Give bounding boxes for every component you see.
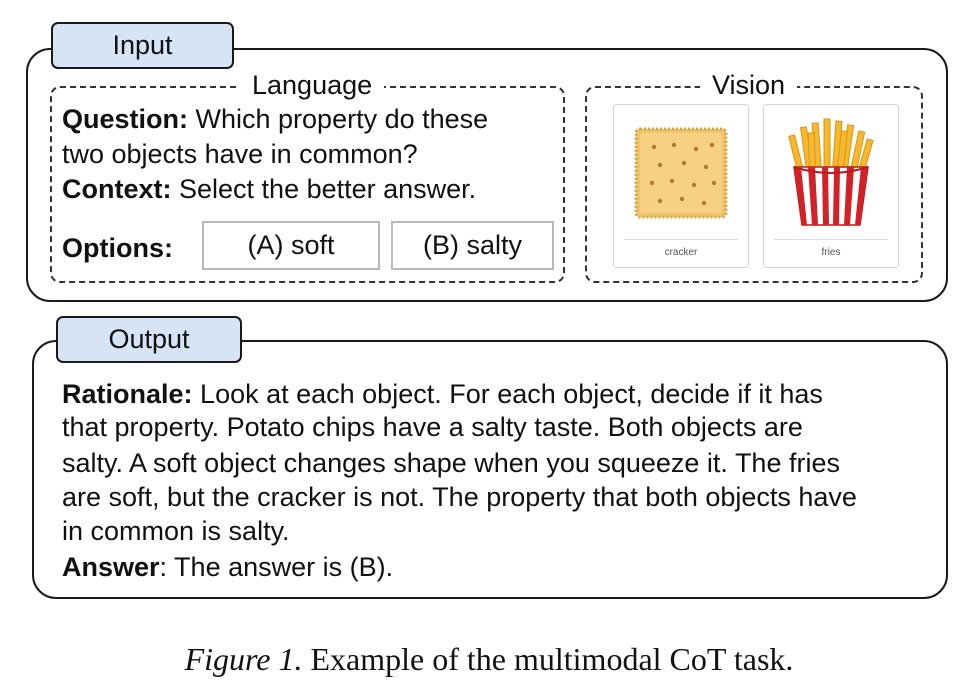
context-label: Context: — [62, 174, 172, 204]
question-label: Question: — [62, 104, 188, 134]
cracker-icon — [614, 105, 748, 239]
figure-label: Figure 1. — [184, 641, 303, 677]
answer-line — [62, 551, 393, 584]
option-b-box — [391, 221, 554, 270]
rationale-text: salty. A soft object changes shape when you squeeze it. The fries — [62, 448, 840, 478]
rationale-text: in common is salty. — [62, 516, 290, 546]
output-tab-label: Output — [108, 324, 190, 354]
fries-card-divider — [774, 239, 888, 240]
input-tab — [51, 22, 234, 69]
figure-caption-text: Example of the multimodal CoT task. — [302, 641, 794, 677]
cracker-caption: cracker — [664, 247, 698, 258]
option-a-box — [202, 221, 380, 270]
context-line — [62, 173, 476, 205]
cracker-image-card — [613, 104, 749, 268]
question-text: Which property do these — [195, 104, 489, 134]
context-text: Select the better answer. — [179, 174, 477, 204]
fries-icon — [764, 105, 898, 239]
rationale-text: Look at each object. For each object, decide if it has — [200, 379, 823, 409]
figure-caption — [0, 641, 978, 678]
rationale-text: are soft, but the cracker is not. The property that both objects have — [62, 482, 857, 512]
fries-caption: fries — [821, 247, 841, 258]
answer-text: : The answer is (B). — [159, 552, 394, 582]
fries-image-card — [763, 104, 899, 268]
language-label: Language — [240, 70, 384, 101]
rationale-label: Rationale: — [62, 379, 193, 409]
cracker-card-divider — [624, 239, 738, 240]
option-a-label: (A) soft — [247, 230, 335, 260]
answer-label: Answer — [62, 552, 160, 582]
rationale-text: that property. Potato chips have a salty taste. Both objects are — [62, 412, 803, 442]
options-label: Options: — [62, 233, 173, 263]
input-tab-label: Input — [112, 30, 173, 60]
question-line — [62, 103, 488, 135]
question-text-continued: two objects have in common? — [62, 139, 418, 169]
vision-label: Vision — [700, 70, 797, 101]
rationale-line — [62, 378, 823, 411]
output-tab — [56, 316, 242, 363]
option-b-label: (B) salty — [422, 230, 522, 260]
